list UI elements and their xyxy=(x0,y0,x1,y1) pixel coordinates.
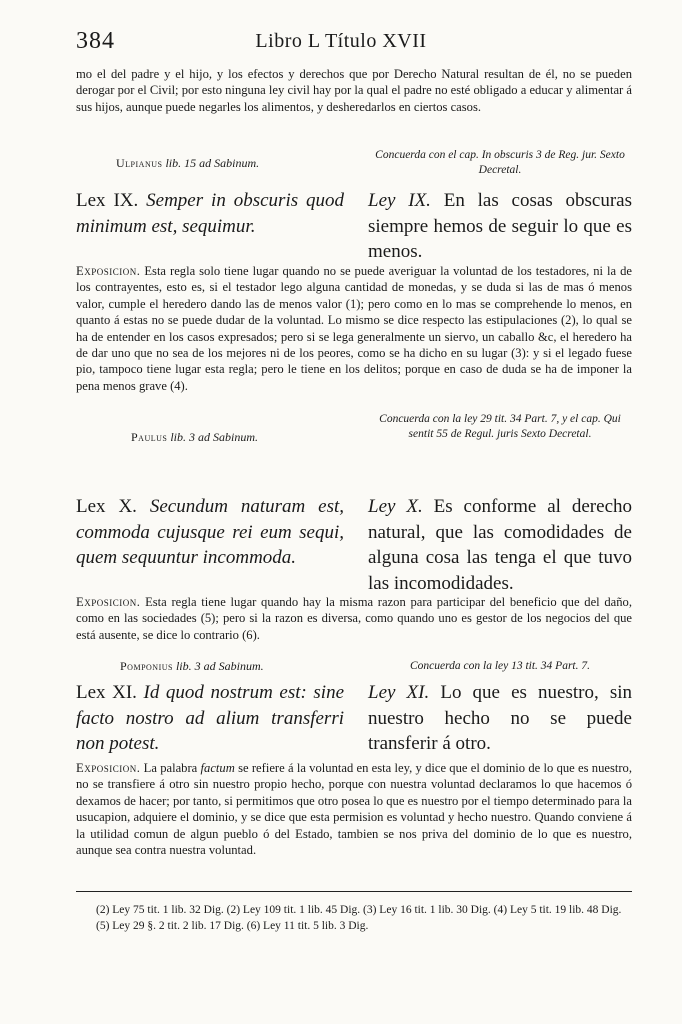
lex10-source-author: Paulus xyxy=(131,430,168,444)
running-title: Libro L Título XVII xyxy=(255,30,427,52)
lex9-spanish-label: Ley IX. xyxy=(368,190,431,211)
lex9-exposition xyxy=(76,263,632,394)
lex11-exposition-text-a: La palabra xyxy=(143,761,198,775)
lex9-exposition-text: Esta regla solo tiene lugar quando no se puede averiguar la voluntad de los testadores, ni la de los contrayentes, esto es, si el testador lego alguna cantidad de monedas, y se duda si las de mas ó menos valor, cumple el heredero dando las de menos valor (1); pero como en lo mas se comprehende lo menos, en quanto á estas no se puede dudar de la voluntad. Lo mismo se dice respecto las estipulaciones (2), lo qual se ha de entender en los casos expresados; pero si se lega generalmente un siervo, un caballo &c, el heredero ha de dar uno que no sea de los mejores ni de los peores, como se ha dicho en su lugar (3): y si el legado fuese pio, tampoco tiene lugar esta regla; pero le tiene en los delitos; porque en caso de duda se ha de imponer la pena menos grave (4). xyxy=(76,264,632,393)
lex11-latin-label: Lex XI. xyxy=(76,682,137,703)
lex9-exposition-label: Exposicion. xyxy=(76,264,141,278)
lex9-source-ref: lib. 15 ad Sabinum. xyxy=(165,156,260,170)
lex11-spanish xyxy=(368,680,632,757)
lex10-latin-text: Secundum naturam est, commoda cujusque rei eum sequi, quem sequuntur incommoda. xyxy=(76,496,345,568)
lex10-spanish-text: Es conforme al derecho natural, que las comodidades de alguna cosa las tenga el que tuvo las incomodidades. xyxy=(368,496,633,594)
lex10-exposition-text: Esta regla tiene lugar quando hay la misma razon para participar del beneficio que del daño, como en las sociedades (5); pero si la razon es diversa, como quando uno es gestor de los negocios del que está ausente, se dice lo contrario (6). xyxy=(76,595,632,642)
lex10-source-ref: lib. 3 ad Sabinum. xyxy=(170,430,259,444)
lex11-exposition-label: Exposicion. xyxy=(76,761,141,775)
lex9-spanish-text: En las cosas obscuras siempre hemos de seguir lo que es menos. xyxy=(368,190,632,262)
lex11-exposition xyxy=(76,760,632,858)
footnotes: (2) Ley 75 tit. 1 lib. 32 Dig. (2) Ley 109 tit. 1 lib. 45 Dig. (3) Ley 16 tit. 1 lib. 30 Dig. (4) Ley 5 tit. 19 lib. 48 Dig. (5) Ley 29 §. 2 tit. 2 lib. 17 Dig. (6) Ley 11 tit. 5 lib. 3 Dig. xyxy=(96,904,622,932)
lex9-latin xyxy=(76,188,344,239)
lex10-latin xyxy=(76,494,344,571)
lex9-spanish xyxy=(368,188,632,265)
lex9-source-author: Ulpianus xyxy=(116,156,163,170)
lex11-latin xyxy=(76,680,344,757)
lex11-source-author: Pomponius xyxy=(120,659,173,673)
lex10-source xyxy=(131,430,258,445)
lex11-spanish-label: Ley XI. xyxy=(368,682,430,703)
lex11-concord: Concuerda con la ley 13 tit. 34 Part. 7. xyxy=(409,660,591,672)
lex11-exposition-word: factum xyxy=(200,761,235,775)
lex10-exposition xyxy=(76,594,632,643)
lex11-exposition-text-b: se refiere á la voluntad en esta ley, y dice que el dominio de lo que es nuestro, no se transfiere á otro sin nuestro propio hecho, porque con nuestra voluntad declaramos lo que hacemos ó dexamos de hacer; por tanto, si permitimos que otro posea lo que es nuestro por el tiempo determinado para la usucapion, adquiere el dominio, y se dice que esta permision es voluntad y hecho nuestro. Quando conviene á la utilidad comun de algun pueblo ó del Estado, tambien se nos priva del dominio de lo que es nuestro, aunque sea contra nuestra voluntad. xyxy=(76,761,633,858)
page-number: 384 xyxy=(76,28,115,54)
lex11-source xyxy=(120,659,264,674)
lex10-spanish-label: Ley X. xyxy=(368,496,423,517)
lex11-spanish-text: Lo que es nuestro, sin nuestro hecho no se puede transferir á otro. xyxy=(368,682,632,754)
lex11-latin-text: Id quod nostrum est: sine facto nostro ad alium transferri non potest. xyxy=(76,682,345,754)
lex10-concord: Concuerda con la ley 29 tit. 34 Part. 7, y el cap. Qui sentit 55 de Regul. juris Sexto Decretal. xyxy=(379,413,621,440)
lex11-source-ref: lib. 3 ad Sabinum. xyxy=(175,659,264,673)
footnote-divider xyxy=(76,891,632,892)
lex10-latin-label: Lex X. xyxy=(76,496,137,517)
lex10-exposition-label: Exposicion. xyxy=(76,595,141,609)
lex9-source xyxy=(116,156,259,171)
intro-paragraph: mo el del padre y el hijo, y los efectos y derechos que por Derecho Natural resultan de él, no se pueden derogar por el Civil; por esto ninguna ley civil hay por la qual el padre no esté obligado a educar y alimentar á sus hijos, aunque puede negarles los alimentos, y desheredarlos en ciertos casos. xyxy=(76,67,632,114)
lex9-latin-label: Lex IX. xyxy=(76,190,139,211)
lex9-latin-text: Semper in obscuris quod minimum est, sequimur. xyxy=(76,190,345,237)
lex10-spanish xyxy=(368,494,632,596)
lex9-concord: Concuerda con el cap. In obscuris 3 de Reg. jur. Sexto Decretal. xyxy=(375,149,625,176)
